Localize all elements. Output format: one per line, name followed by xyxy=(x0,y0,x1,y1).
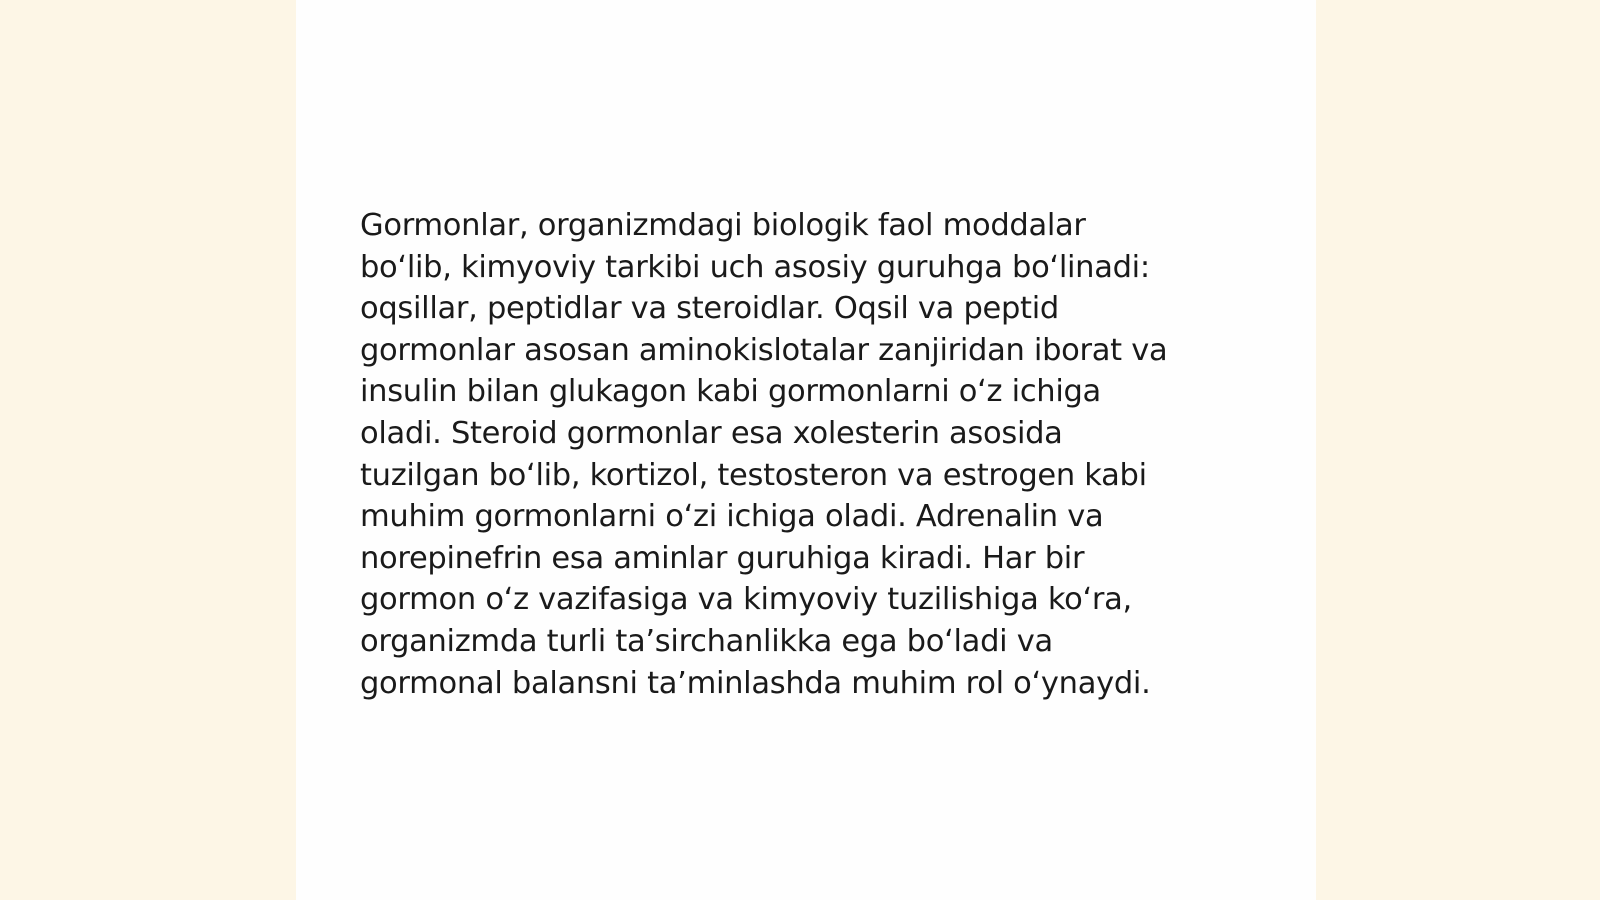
text-line: Gormonlar, organizmdagi biologik faol moddalar xyxy=(360,208,1086,243)
text-line: gormonlar asosan aminokislotalar zanjiridan iborat va xyxy=(360,332,1168,368)
text-line: tuzilgan bo‘lib, kortizol, testosteron va estrogen kabi xyxy=(360,457,1147,493)
text-line: bo‘lib, kimyoviy tarkibi uch asosiy guruhga bo‘linadi: xyxy=(360,249,1150,285)
text-line: insulin bilan glukagon kabi gormonlarni o‘z ichiga xyxy=(360,374,1101,410)
left-margin-panel xyxy=(0,0,296,900)
text-line: norepinefrin esa aminlar guruhiga kiradi. Har bir xyxy=(360,540,1085,576)
text-line: gormon o‘z vazifasiga va kimyoviy tuzilishiga ko‘ra, xyxy=(360,582,1132,618)
text-line: gormonal balansni ta’minlashda muhim rol o‘ynaydi. xyxy=(360,665,1151,701)
slide-body-text xyxy=(360,205,1260,704)
text-line: organizmda turli ta’sirchanlikka ega bo‘ladi va xyxy=(360,623,1053,659)
text-line: muhim gormonlarni o‘zi ichiga oladi. Adrenalin va xyxy=(360,499,1104,535)
slide-canvas xyxy=(296,0,1316,900)
right-margin-panel xyxy=(1316,0,1600,900)
text-line: oqsillar, peptidlar va steroidlar. Oqsil va peptid xyxy=(360,291,1059,327)
text-line: oladi. Steroid gormonlar esa xolesterin asosida xyxy=(360,415,1063,451)
